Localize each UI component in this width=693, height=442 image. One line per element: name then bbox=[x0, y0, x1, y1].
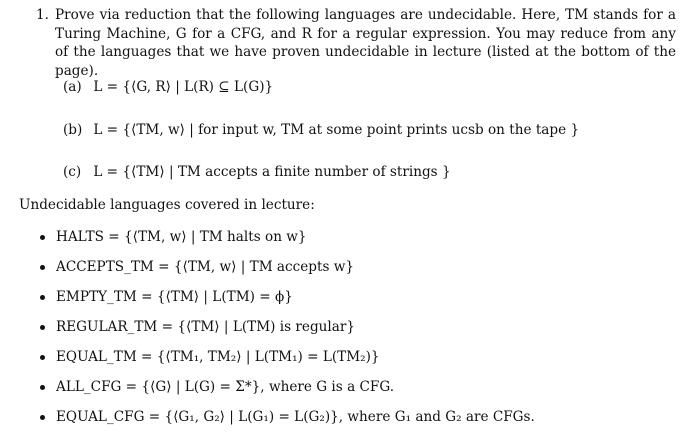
undecidable-language-list bbox=[40, 228, 535, 438]
bullet-icon bbox=[40, 295, 45, 300]
list-item bbox=[40, 288, 535, 318]
bullet-icon bbox=[40, 325, 45, 330]
list-item bbox=[40, 318, 535, 348]
part-statement: L = {⟨G, R⟩ | L(R) ⊆ L(G)} bbox=[93, 79, 274, 95]
language-definition: ACCEPTS_TM = {⟨TM, w⟩ | TM accepts w} bbox=[56, 259, 355, 275]
list-item bbox=[40, 378, 535, 408]
language-definition: EQUAL_CFG = {⟨G₁, G₂⟩ | L(G₁) = L(G₂)}, where G₁ and G₂ are CFGs. bbox=[56, 409, 535, 425]
problem-1 bbox=[36, 6, 676, 80]
bullet-icon bbox=[40, 265, 45, 270]
language-definition: HALTS = {⟨TM, w⟩ | TM halts on w} bbox=[56, 229, 307, 245]
bullet-icon bbox=[40, 415, 45, 420]
part-label: (b) bbox=[63, 122, 83, 138]
bullet-icon bbox=[40, 355, 45, 360]
lecture-heading: Undecidable languages covered in lecture: bbox=[19, 197, 315, 213]
language-definition: EMPTY_TM = {⟨TM⟩ | L(TM) = ϕ} bbox=[56, 289, 293, 305]
problem-part-a bbox=[63, 78, 273, 96]
language-definition: ALL_CFG = {⟨G⟩ | L(G) = Σ*}, where G is a CFG. bbox=[56, 379, 395, 395]
language-definition: REGULAR_TM = {⟨TM⟩ | L(TM) is regular} bbox=[56, 319, 356, 335]
language-definition: EQUAL_TM = {⟨TM₁, TM₂⟩ | L(TM₁) = L(TM₂)} bbox=[56, 349, 380, 365]
list-item bbox=[40, 258, 535, 288]
part-statement: L = {⟨TM⟩ | TM accepts a finite number of strings } bbox=[93, 164, 451, 180]
part-label: (c) bbox=[63, 164, 82, 180]
bullet-icon bbox=[40, 235, 45, 240]
problem-number: 1. bbox=[36, 7, 49, 23]
part-statement: L = {⟨TM, w⟩ | for input w, TM at some point prints ucsb on the tape } bbox=[93, 122, 580, 138]
part-label: (a) bbox=[63, 79, 82, 95]
list-item bbox=[40, 408, 535, 438]
problem-part-b bbox=[63, 121, 579, 139]
list-item bbox=[40, 228, 535, 258]
problem-intro: Prove via reduction that the following languages are undecidable. Here, TM stands for a Turing Machine, G for a CFG, and R for a regular expression. You may reduce from any of the languages that we have proven undecidable in lecture (listed at the bottom of the page). bbox=[55, 7, 676, 79]
list-item bbox=[40, 348, 535, 378]
problem-part-c bbox=[63, 163, 451, 181]
bullet-icon bbox=[40, 385, 45, 390]
